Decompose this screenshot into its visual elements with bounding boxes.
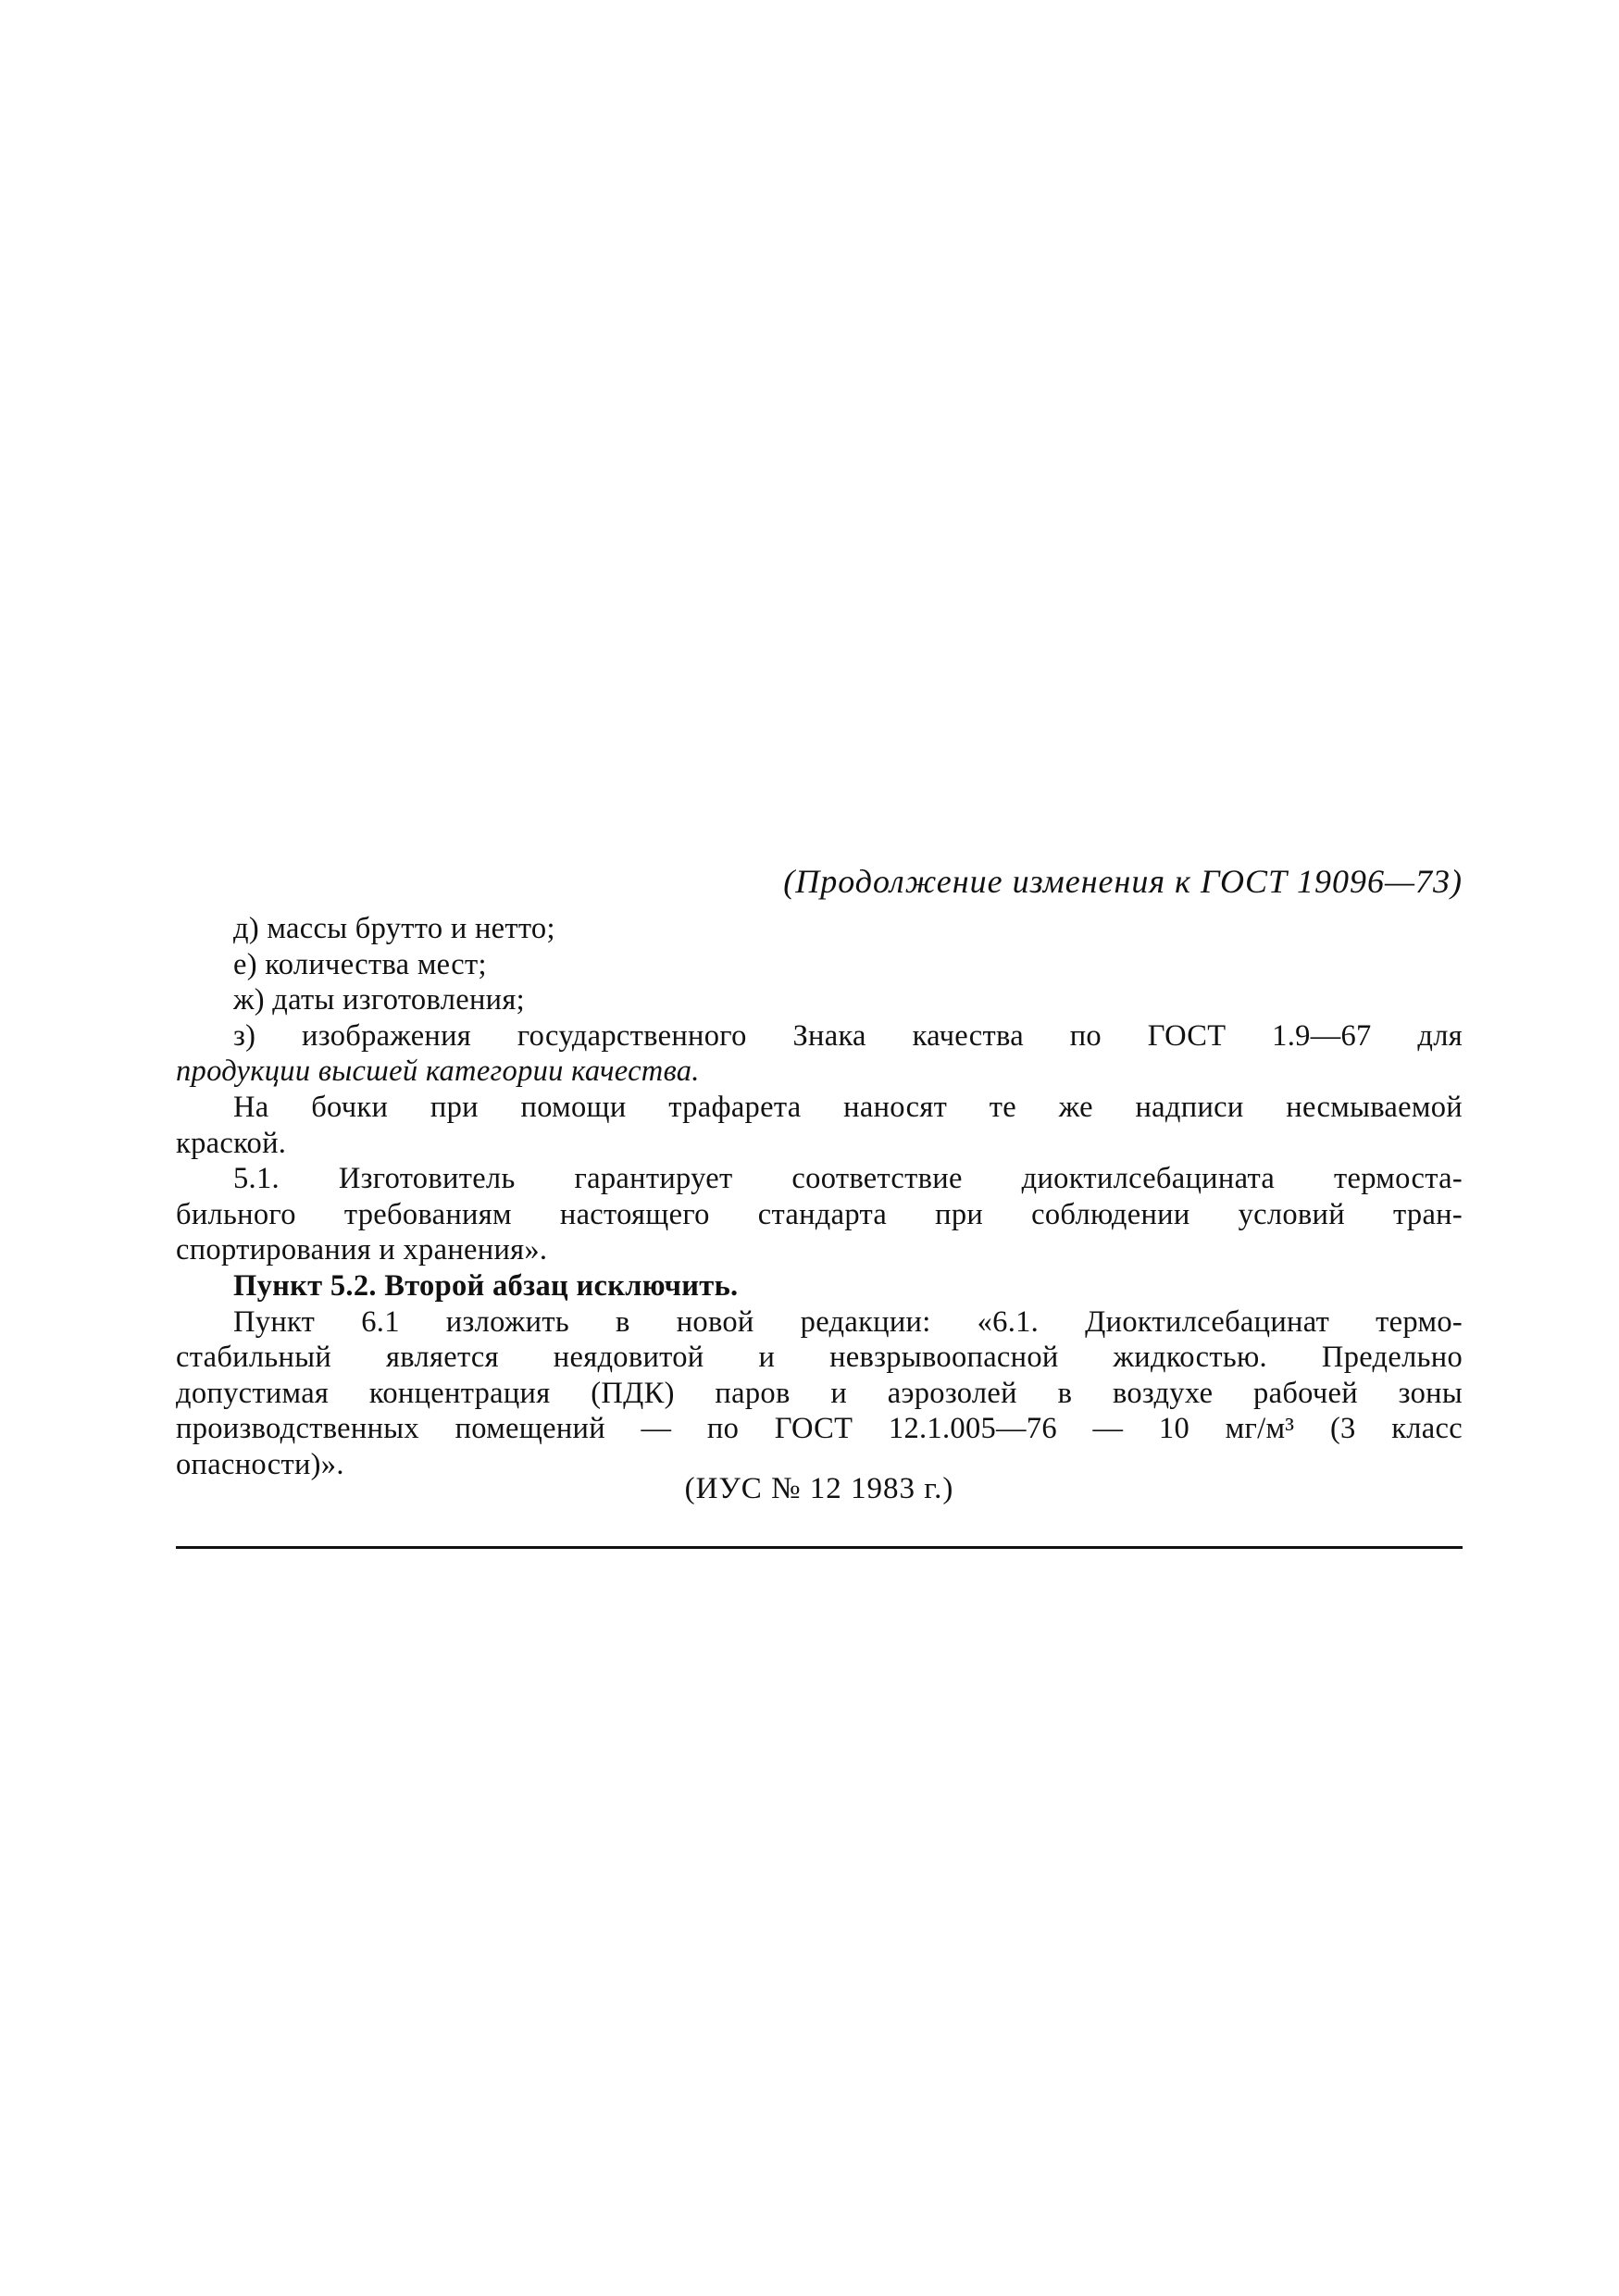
clause-5-1-line-2: бильного требованиям настоящего стандарта при соблюдении условий тран- xyxy=(176,1197,1463,1231)
continuation-header: (Продолжение изменения к ГОСТ 19096—73) xyxy=(783,863,1463,900)
amendment-text xyxy=(176,911,1463,1483)
list-item-zh: ж) даты изготовления; xyxy=(233,983,525,1017)
clause-5-1: 5.1. Изготовитель гарантирует соответствие диоктилсебацината термоста- xyxy=(233,1162,1463,1196)
clause-5-1-line-3: спортирования и хранения». xyxy=(176,1233,548,1267)
clause-6-1-instruction: Пункт 6.1 изложить в новой редакции: «6.1. Диоктилсебацинат термо- xyxy=(233,1304,1463,1339)
clause-6-1-line-2: стабильный является неядовитой и невзрывоопасной жидкостью. Предельно xyxy=(176,1341,1463,1375)
list-item-z-continuation: продукции высшей категории качества. xyxy=(176,1054,700,1089)
horizontal-rule xyxy=(176,1546,1463,1549)
list-item-z: з) изображения государственного Знака качества по ГОСТ 1.9—67 для xyxy=(233,1018,1463,1053)
clause-6-1-line-4: производственных помещений — по ГОСТ 12.1.005—76 — 10 мг/м³ (3 класс xyxy=(176,1412,1463,1446)
publication-source: (ИУС № 12 1983 г.) xyxy=(684,1472,954,1505)
list-item-e: е) количества мест; xyxy=(233,947,487,981)
clause-6-1-line-5: опасности)». xyxy=(176,1447,344,1481)
barrel-marking-paragraph: На бочки при помощи трафарета наносят те же надписи несмываемой xyxy=(233,1090,1463,1124)
clause-6-1-line-3: допустимая концентрация (ПДК) паров и аэрозолей в воздухе рабочей зоны xyxy=(176,1376,1463,1410)
list-item-d: д) массы брутто и нетто; xyxy=(233,912,555,945)
clause-5-2-instruction: Пункт 5.2. Второй абзац исключить. xyxy=(233,1268,739,1303)
barrel-marking-continuation: краской. xyxy=(176,1126,287,1160)
